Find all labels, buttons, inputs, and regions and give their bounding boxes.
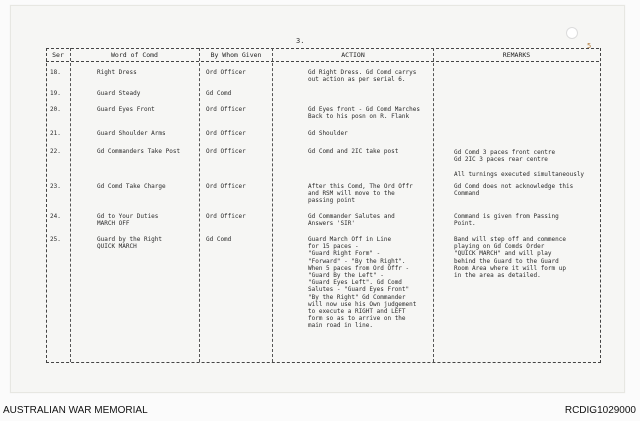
- row-action: After this Comd, The Ord Offr and RSM will move to the passing point: [308, 183, 413, 205]
- table-top-border: [46, 48, 599, 49]
- row-by-whom: Gd Comd: [206, 90, 232, 97]
- row-remarks: Gd Comd 3 paces front centre Gd 2IC 3 paces rear centre All turnings executed simultaneously: [454, 149, 585, 178]
- row-action: Gd Right Dress. Gd Comd carrys out action as per serial 6.: [308, 69, 417, 84]
- row-serial: 19.: [50, 90, 61, 97]
- row-by-whom: Ord Officer: [206, 106, 246, 113]
- row-serial: 22.: [50, 148, 61, 155]
- header-divider: [46, 61, 599, 62]
- row-remarks: Command is given from Passing Point.: [454, 213, 559, 228]
- row-by-whom: Ord Officer: [206, 148, 246, 155]
- row-remarks: Band will step off and commence playing on Gd Comds Order "QUICK MARCH" and will play behind the Guard to the Guard Room Area where it will form up in the area as detailed.: [454, 236, 566, 280]
- row-word-of-command: Guard Steady: [97, 90, 141, 97]
- header-remarks: REMARKS: [502, 51, 531, 59]
- row-word-of-command: Guard by the Right QUICK MARCH: [97, 236, 163, 251]
- row-by-whom: Gd Comd: [206, 236, 232, 243]
- row-serial: 18.: [50, 69, 61, 76]
- col-divider: [433, 48, 434, 362]
- row-serial: 23.: [50, 183, 61, 190]
- header-ser: Ser: [52, 51, 64, 59]
- page-number: 3.: [296, 37, 305, 45]
- footer-record-id: RCDIG1029000: [564, 405, 636, 416]
- row-action: Guard March Off in Line for 15 paces - "Guard Right Form" - "Forward" - "By the Right". When 5 paces from Ord Offr - "Guard By the Left" - "Guard Eyes Left". Gd Comd Salutes - "Guard Eyes Front" "By the Right" Gd Commander will now use his Own judgement to execute a RIGHT and LEFT form so as to arrive on the main road in line.: [308, 236, 417, 330]
- row-word-of-command: Guard Eyes Front: [97, 106, 155, 113]
- row-serial: 20.: [50, 106, 61, 113]
- row-serial: 21.: [50, 130, 61, 137]
- row-word-of-command: Right Dress: [97, 69, 137, 76]
- row-remarks: Gd Comd does not acknowledge this Command: [454, 183, 574, 198]
- row-action: Gd Comd and 2IC take post: [308, 148, 399, 155]
- row-by-whom: Ord Officer: [206, 69, 246, 76]
- punch-hole: [566, 27, 578, 39]
- row-action: Gd Shoulder: [308, 130, 348, 137]
- row-serial: 25.: [50, 236, 61, 243]
- row-word-of-command: Gd Comd Take Charge: [97, 183, 166, 190]
- row-action: Gd Commander Salutes and Answers 'SIR': [308, 213, 395, 228]
- header-word-of-command: Word of Comd: [111, 51, 158, 59]
- row-by-whom: Ord Officer: [206, 183, 246, 190]
- row-by-whom: Ord Officer: [206, 213, 246, 220]
- row-word-of-command: Gd to Your Duties MARCH OFF: [97, 213, 159, 228]
- header-by-whom-given: By Whom Given: [210, 51, 262, 59]
- col-divider: [199, 48, 200, 362]
- col-divider: [272, 48, 273, 362]
- col-divider: [70, 48, 71, 362]
- row-serial: 24.: [50, 213, 61, 220]
- header-action: ACTION: [341, 51, 365, 59]
- row-action: Gd Eyes front - Gd Comd Marches Back to his posn on R. Flank: [308, 106, 420, 121]
- row-word-of-command: Gd Commanders Take Post: [97, 148, 181, 155]
- row-by-whom: Ord Officer: [206, 130, 246, 137]
- row-word-of-command: Guard Shoulder Arms: [97, 130, 166, 137]
- corner-mark: 5: [587, 42, 592, 50]
- footer-institution: AUSTRALIAN WAR MEMORIAL: [3, 405, 148, 416]
